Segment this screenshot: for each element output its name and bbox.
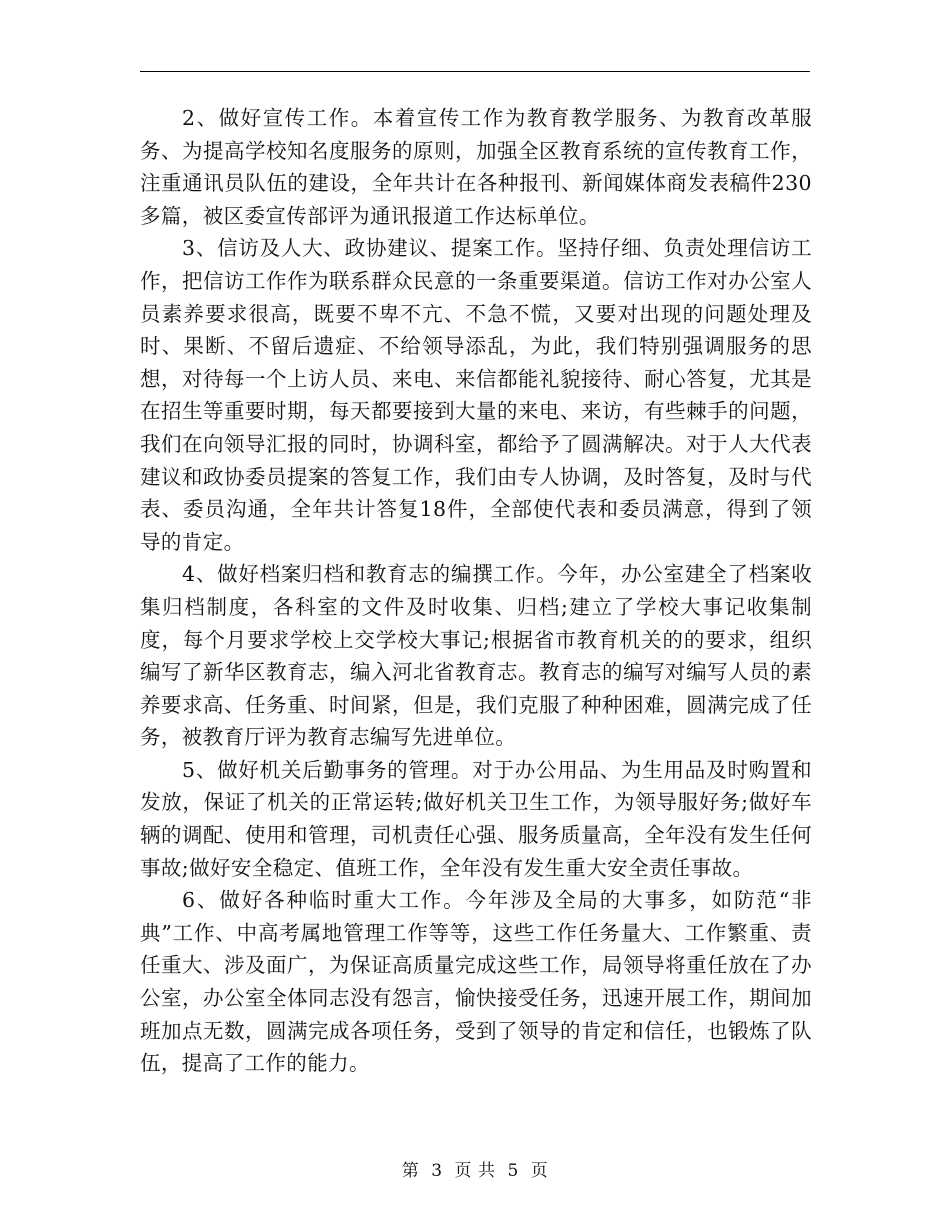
- paragraph-logistics-work: 5、做好机关后勤事务的管理。对于办公用品、为生用品及时购置和发放，保证了机关的正常运转;做好机关卫生工作，为领导服好务;做好车辆的调配、使用和管理，司机责任心强、服务质量高，全年没有发生任何事故;做好安全稳定、值班工作，全年没有发生重大安全责任事故。: [140, 757, 812, 880]
- paragraph-temporary-work: 6、做好各种临时重大工作。今年涉及全局的大事多，如防范“非典”工作、中高考属地管理工作等等，这些工作任务量大、工作繁重、责任重大、涉及面广，为保证高质量完成这些工作，局领导将重任放在了办公室，办公室全体同志没有怨言，愉快接受任务，迅速开展工作，期间加班加点无数，圆满完成各项任务，受到了领导的肯定和信任，也锻炼了队伍，提高了工作的能力。: [140, 888, 812, 1076]
- footer-total-pages: 5: [507, 1161, 519, 1181]
- footer-page-number: 3: [431, 1161, 443, 1181]
- paragraph-petition-work: 3、信访及人大、政协建议、提案工作。坚持仔细、负责处理信访工作，把信访工作作为联系群众民意的一条重要渠道。信访工作对办公室人员素养要求很高，既要不卑不亢、不急不慌，又要对出现的问题处理及时、果断、不留后遗症、不给领导添乱，为此，我们特别强调服务的思想，对待每一个上访人员、来电、来信都能礼貌接待、耐心答复，尤其是在招生等重要时期，每天都要接到大量的来电、来访，有些棘手的问题，我们在向领导汇报的同时，协调科室，都给予了圆满解决。对于人大代表建议和政协委员提案的答复工作，我们由专人协调，及时答复，及时与代表、委员沟通，全年共计答复18件，全部使代表和委员满意，得到了领导的肯定。: [140, 236, 812, 554]
- paragraph-publicity-work: 2、做好宣传工作。本着宣传工作为教育教学服务、为教育改革服务、为提高学校知名度服务的原则，加强全区教育系统的宣传教育工作，注重通讯员队伍的建设，全年共计在各种报刊、新闻媒体商发表稿件230多篇，被区委宣传部评为通讯报道工作达标单位。: [140, 106, 812, 228]
- paragraph-archive-work: 4、做好档案归档和教育志的编撰工作。今年，办公室建全了档案收集归档制度，各科室的文件及时收集、归档;建立了学校大事记收集制度，每个月要求学校上交学校大事记;根据省市教育机关的的要求，组织编写了新华区教育志，编入河北省教育志。教育志的编写对编写人员的素养要求高、任务重、时间紧，但是，我们克服了种种困难，圆满完成了任务，被教育厅评为教育志编写先进单位。: [140, 562, 812, 750]
- header-rule: [140, 71, 810, 72]
- footer-prefix: 第: [401, 1161, 420, 1181]
- document-body: [140, 102, 812, 1080]
- page-footer: [0, 1156, 950, 1181]
- footer-mid: 页 共: [454, 1161, 496, 1181]
- footer-suffix: 页: [530, 1161, 549, 1181]
